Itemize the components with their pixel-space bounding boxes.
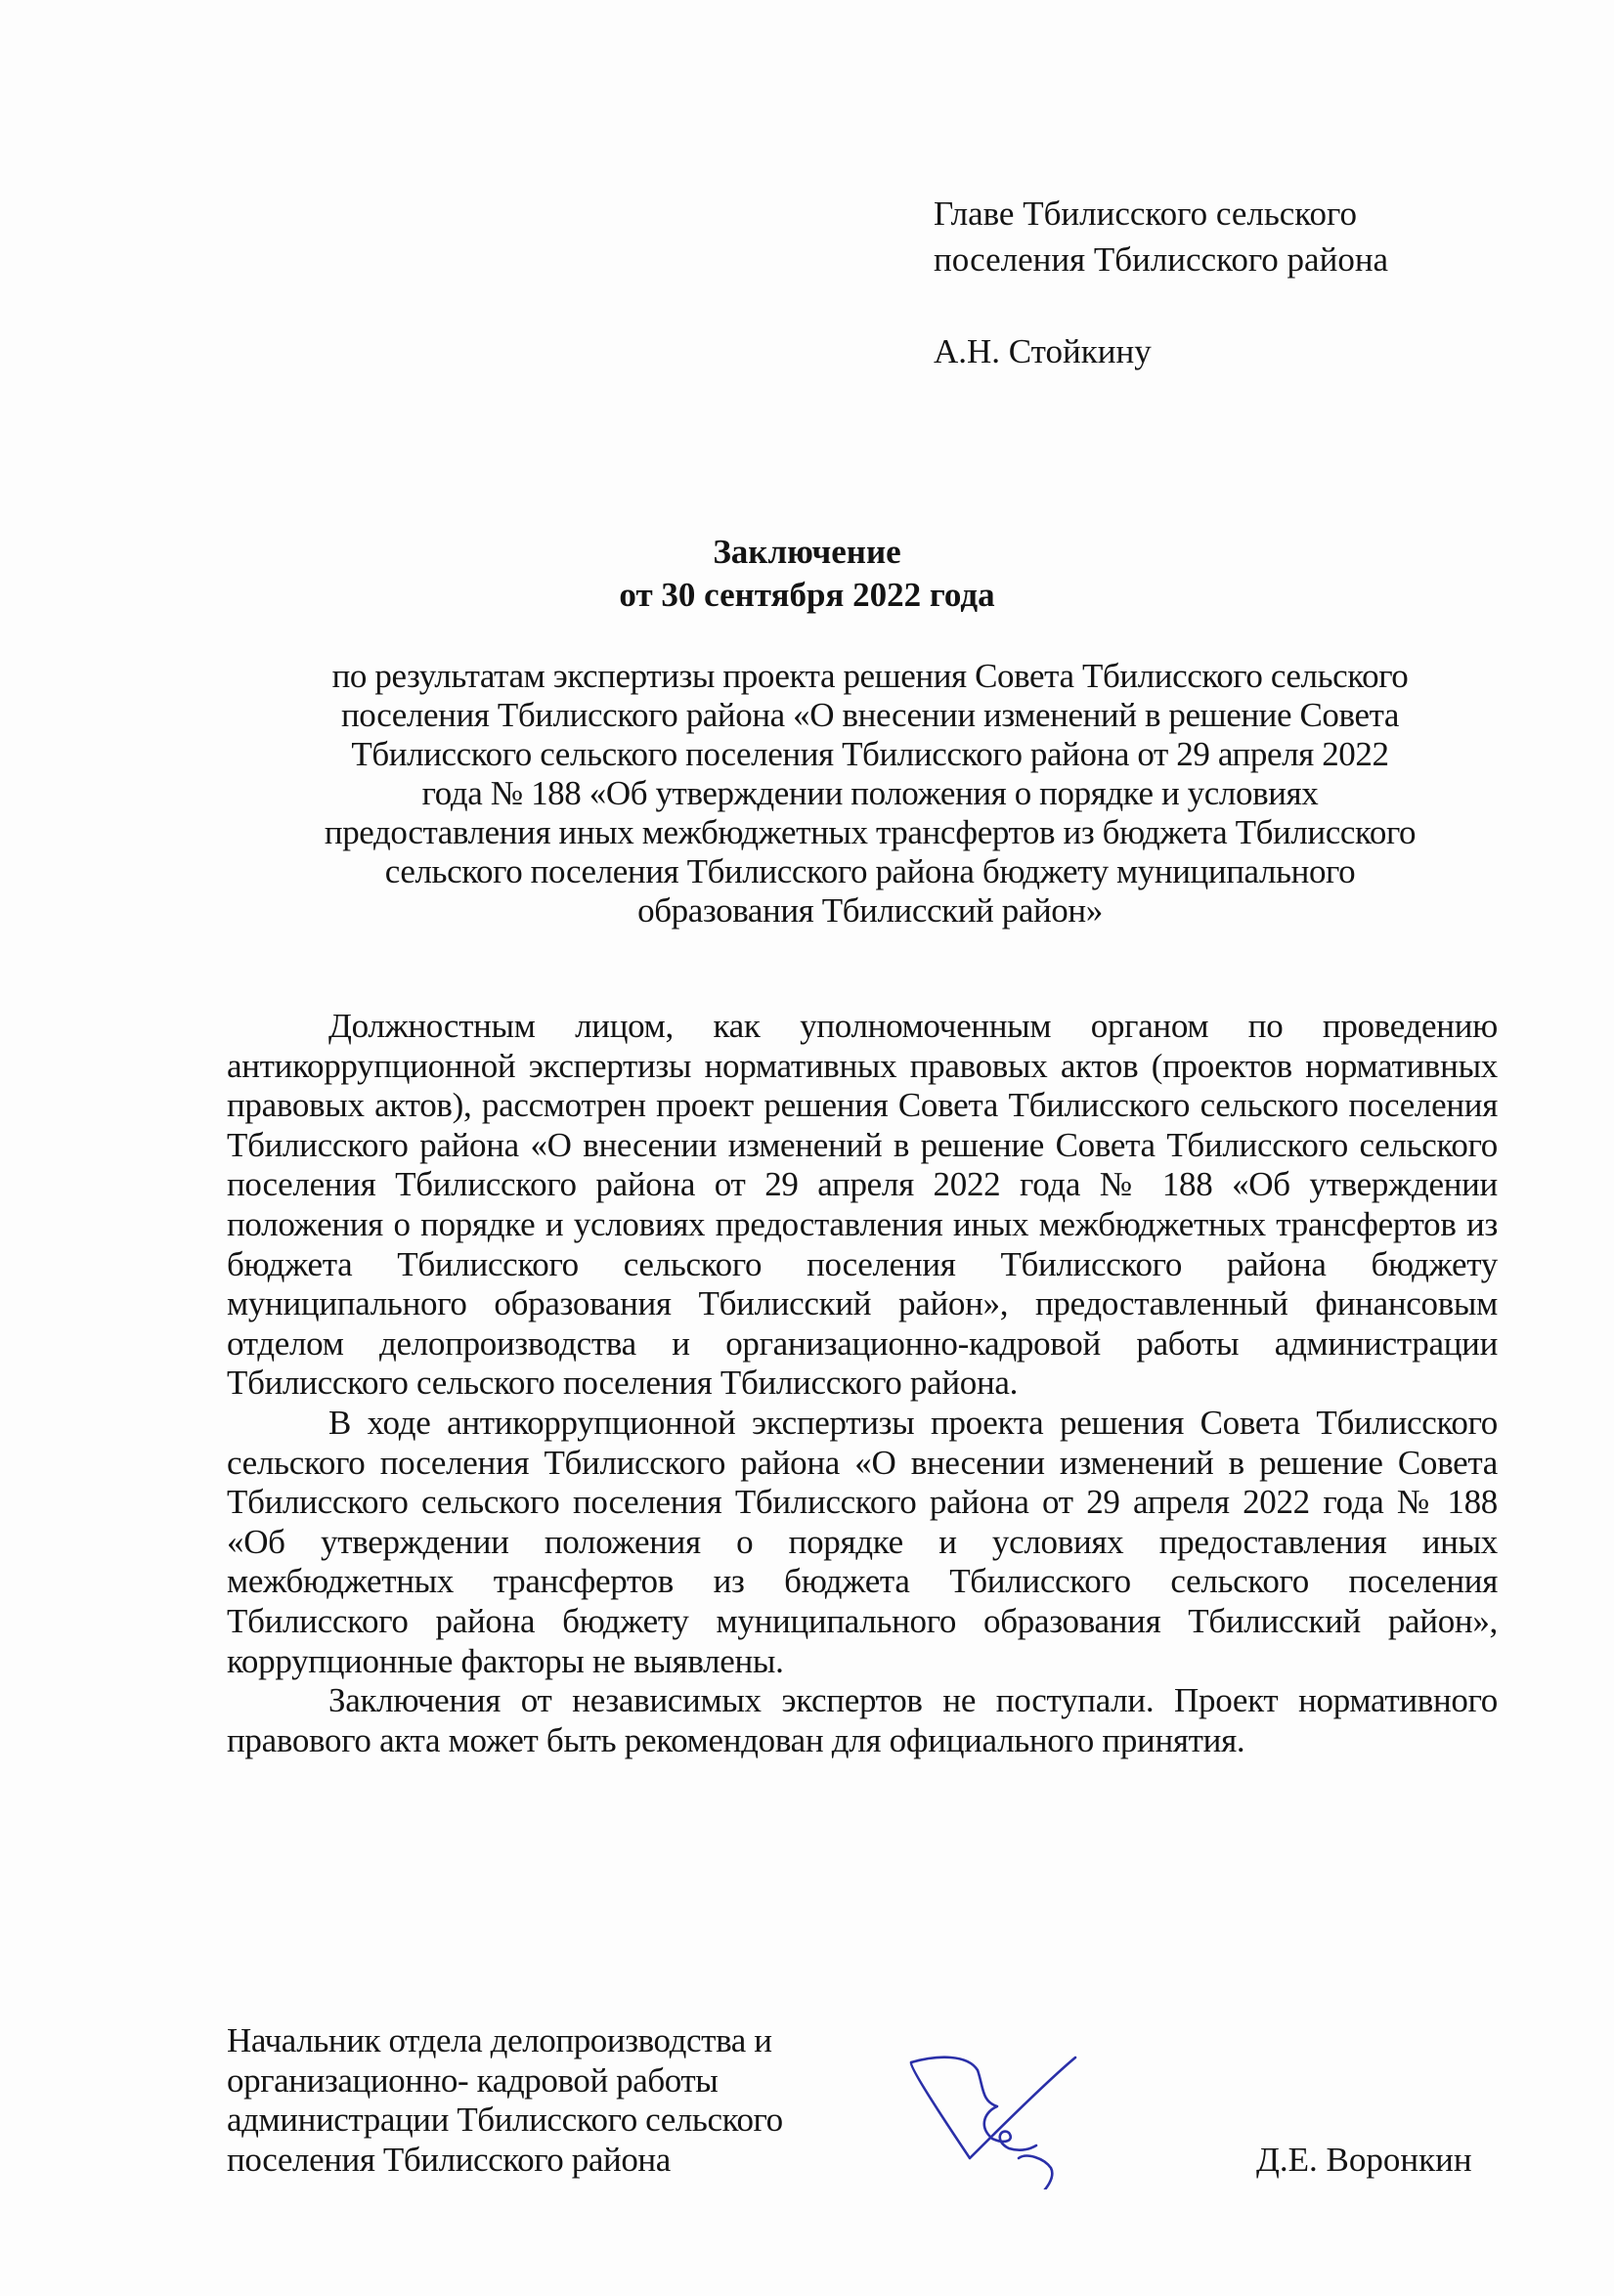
signer-name: Д.Е. Воронкин: [1256, 2141, 1472, 2179]
handwritten-signature-icon: [899, 2043, 1085, 2189]
subject-line: по результатам экспертизы проекта решения Совета Тбилисского сельского: [331, 657, 1409, 695]
signer-position: [227, 2021, 783, 2180]
document-title: [0, 531, 1614, 617]
title-heading: Заключение: [713, 533, 901, 571]
signer-position-line: Начальник отдела делопроизводства и: [227, 2021, 772, 2059]
document-body: [227, 1007, 1498, 1760]
addressee-line-1: Главе Тбилисского сельского: [934, 195, 1358, 233]
title-date: от 30 сентября 2022 года: [619, 576, 995, 614]
signer-position-line: организационно- кадровой работы: [227, 2060, 719, 2100]
document-subject: [235, 657, 1505, 931]
addressee-name: А.Н. Стойкину: [934, 332, 1152, 370]
addressee-block: [934, 191, 1388, 374]
signer-position-line: поселения Тбилисского района: [227, 2140, 671, 2179]
subject-line: Тбилисского сельского поселения Тбилисского района от 29 апреля 2022: [351, 735, 1389, 773]
body-paragraph-2: В ходе антикоррупционной экспертизы проекта решения Совета Тбилисского сельского поселения Тбилисского района «О внесении изменений в решение Совета Тбилисского сельского поселения Тбилисского района от 29 апреля 2022 года № 188 «Об утверждении положения о порядке и условиях предоставления иных межбюджетных трансфертов из бюджета Тбилисского сельского поселения Тбилисского района бюджету муниципального образования Тбилисский район», коррупционные факторы не выявлены.: [227, 1403, 1498, 1680]
subject-line: года № 188 «Об утверждении положения о порядке и условиях: [421, 774, 1319, 812]
signature-stroke: [911, 2058, 1075, 2189]
subject-line: поселения Тбилисского района «О внесении изменений в решение Совета: [340, 696, 1400, 734]
subject-line: сельского поселения Тбилисского района бюджету муниципального: [384, 852, 1356, 890]
body-paragraph-1: Должностным лицом, как уполномоченным органом по проведению антикоррупционной экспертизы нормативных правовых актов (проектов нормативных правовых актов), рассмотрен проект решения Совета Тбилисского сельского поселения Тбилисского района «О внесении изменений в решение Совета Тбилисского сельского поселения Тбилисского района от 29 апреля 2022 года № 188 «Об утверждении положения о порядке и условиях предоставления иных межбюджетных трансфертов из бюджета Тбилисского сельского поселения Тбилисского района бюджету муниципального образования Тбилисский район», предоставленный финансовым отделом делопроизводства и организационно-кадровой работы администрации Тбилисского сельского поселения Тбилисского района.: [227, 1007, 1498, 1403]
signer-position-line: администрации Тбилисского сельского: [227, 2101, 783, 2139]
body-paragraph-3: Заключения от независимых экспертов не поступали. Проект нормативного правового акта может быть рекомендован для официального принятия.: [227, 1681, 1498, 1759]
subject-line: образования Тбилисский район»: [637, 891, 1103, 930]
subject-line: предоставления иных межбюджетных трансфертов из бюджета Тбилисского: [324, 813, 1417, 851]
addressee-line-2: поселения Тбилисского района: [934, 240, 1389, 279]
